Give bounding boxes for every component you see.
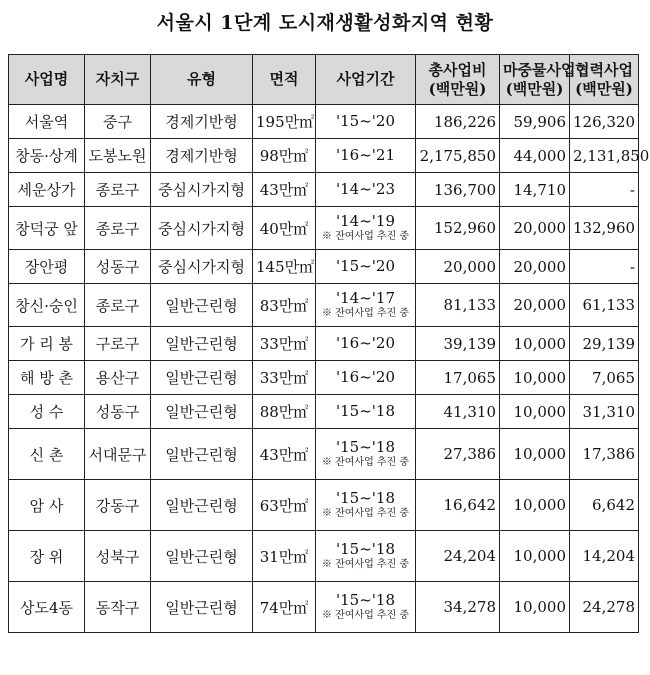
cell-partner-project: 29,139 — [570, 327, 639, 361]
cell-partner-project: 2,131,850 — [570, 139, 639, 173]
col-area-header: 면적 — [253, 55, 316, 105]
cell-type: 일반근린형 — [151, 480, 253, 531]
cell-type: 경제기반형 — [151, 139, 253, 173]
cell-district: 용산구 — [85, 361, 151, 395]
cell-district: 성동구 — [85, 250, 151, 284]
cell-project-name: 가 리 봉 — [9, 327, 85, 361]
cell-district: 중구 — [85, 105, 151, 139]
table-row — [9, 395, 639, 429]
cell-project-name: 창덕궁 앞 — [9, 207, 85, 250]
cell-type: 일반근린형 — [151, 284, 253, 327]
table-row — [9, 250, 639, 284]
col-seed-project-header: 마중물사업 (백만원) — [500, 55, 570, 105]
cell-period-note: ※ 잔여사업 추진 중 — [321, 308, 410, 319]
cell-total-cost: 17,065 — [416, 361, 500, 395]
cell-total-cost: 81,133 — [416, 284, 500, 327]
cell-type: 중심시가지형 — [151, 207, 253, 250]
table-row — [9, 173, 639, 207]
table-row — [9, 139, 639, 173]
table-row — [9, 284, 639, 327]
document-title: 서울시 1단계 도시재생활성화지역 현황 — [156, 12, 494, 34]
cell-area: 88만㎡ — [253, 395, 316, 429]
cell-area: 33만㎡ — [253, 327, 316, 361]
cell-district: 동작구 — [85, 582, 151, 633]
cell-seed-project: 10,000 — [500, 429, 570, 480]
cell-partner-project: 61,133 — [570, 284, 639, 327]
cell-period-note: ※ 잔여사업 추진 중 — [321, 559, 410, 570]
cell-type: 일반근린형 — [151, 395, 253, 429]
cell-type: 중심시가지형 — [151, 173, 253, 207]
cell-period: '15~'20 — [316, 105, 416, 139]
cell-total-cost: 39,139 — [416, 327, 500, 361]
col-district-header: 자치구 — [85, 55, 151, 105]
col-project-name-header: 사업명 — [9, 55, 85, 105]
cell-area: 145만㎡ — [253, 250, 316, 284]
cell-seed-project: 20,000 — [500, 284, 570, 327]
cell-period: '14~'17 ※ 잔여사업 추진 중 — [316, 284, 416, 327]
cell-project-name: 암 사 — [9, 480, 85, 531]
cell-seed-project: 44,000 — [500, 139, 570, 173]
table-body — [9, 105, 650, 633]
cell-type: 경제기반형 — [151, 105, 253, 139]
cell-seed-project: 10,000 — [500, 480, 570, 531]
cell-project-name: 창동·상계 — [9, 139, 85, 173]
cell-total-cost: 186,226 — [416, 105, 500, 139]
cell-seed-project: 59,906 — [500, 105, 570, 139]
cell-partner-project: 126,320 — [570, 105, 639, 139]
cell-project-name: 해 방 촌 — [9, 361, 85, 395]
cell-period-note: ※ 잔여사업 추진 중 — [321, 457, 410, 468]
table-row — [9, 207, 639, 250]
cell-total-cost: 20,000 — [416, 250, 500, 284]
cell-period: '14~'19 ※ 잔여사업 추진 중 — [316, 207, 416, 250]
cell-district: 종로구 — [85, 207, 151, 250]
cell-period: '16~'20 — [316, 361, 416, 395]
cell-period-note: ※ 잔여사업 추진 중 — [321, 610, 410, 621]
cell-type: 일반근린형 — [151, 531, 253, 582]
cell-period: '14~'23 — [316, 173, 416, 207]
table-row — [9, 582, 639, 633]
cell-project-name: 성 수 — [9, 395, 85, 429]
cell-seed-project: 20,000 — [500, 250, 570, 284]
cell-area: 43만㎡ — [253, 173, 316, 207]
cell-district: 강동구 — [85, 480, 151, 531]
table-row — [9, 429, 639, 480]
table-row — [9, 105, 639, 139]
col-type-header: 유형 — [151, 55, 253, 105]
cell-period-note: ※ 잔여사업 추진 중 — [321, 508, 410, 519]
cell-project-name: 서울역 — [9, 105, 85, 139]
cell-project-name: 창신·숭인 — [9, 284, 85, 327]
cell-district: 성북구 — [85, 531, 151, 582]
cell-area: 74만㎡ — [253, 582, 316, 633]
cell-total-cost: 16,642 — [416, 480, 500, 531]
cell-period: '16~'21 — [316, 139, 416, 173]
cell-district: 종로구 — [85, 284, 151, 327]
cell-project-name: 세운상가 — [9, 173, 85, 207]
cell-period: '15~'20 — [316, 250, 416, 284]
cell-period: '15~'18 ※ 잔여사업 추진 중 — [316, 429, 416, 480]
table-header-row — [9, 55, 639, 105]
cell-partner-project: 6,642 — [570, 480, 639, 531]
cell-district: 구로구 — [85, 327, 151, 361]
cell-district: 성동구 — [85, 395, 151, 429]
cell-partner-project: 31,310 — [570, 395, 639, 429]
cell-district: 종로구 — [85, 173, 151, 207]
cell-seed-project: 10,000 — [500, 327, 570, 361]
table-row — [9, 480, 639, 531]
cell-project-name: 장안평 — [9, 250, 85, 284]
cell-project-name: 상도4동 — [9, 582, 85, 633]
cell-seed-project: 14,710 — [500, 173, 570, 207]
cell-type: 중심시가지형 — [151, 250, 253, 284]
cell-seed-project: 10,000 — [500, 361, 570, 395]
cell-seed-project: 10,000 — [500, 531, 570, 582]
cell-project-name: 신 촌 — [9, 429, 85, 480]
cell-partner-project: 132,960 — [570, 207, 639, 250]
cell-period: '15~'18 — [316, 395, 416, 429]
cell-total-cost: 41,310 — [416, 395, 500, 429]
cell-total-cost: 136,700 — [416, 173, 500, 207]
cell-period: '15~'18 ※ 잔여사업 추진 중 — [316, 582, 416, 633]
cell-type: 일반근린형 — [151, 327, 253, 361]
cell-partner-project: - — [570, 173, 639, 207]
cell-seed-project: 10,000 — [500, 395, 570, 429]
cell-total-cost: 27,386 — [416, 429, 500, 480]
cell-area: 195만㎡ — [253, 105, 316, 139]
cell-area: 43만㎡ — [253, 429, 316, 480]
cell-period: '15~'18 ※ 잔여사업 추진 중 — [316, 531, 416, 582]
cell-period: '15~'18 ※ 잔여사업 추진 중 — [316, 480, 416, 531]
col-total-cost-header: 총사업비 (백만원) — [416, 55, 500, 105]
cell-total-cost: 152,960 — [416, 207, 500, 250]
cell-seed-project: 20,000 — [500, 207, 570, 250]
cell-area: 40만㎡ — [253, 207, 316, 250]
regeneration-area-table — [8, 54, 650, 633]
cell-type: 일반근린형 — [151, 361, 253, 395]
cell-district: 서대문구 — [85, 429, 151, 480]
cell-area: 31만㎡ — [253, 531, 316, 582]
cell-period-note: ※ 잔여사업 추진 중 — [321, 231, 410, 242]
cell-district: 도봉노원 — [85, 139, 151, 173]
cell-total-cost: 24,204 — [416, 531, 500, 582]
cell-area: 83만㎡ — [253, 284, 316, 327]
cell-area: 33만㎡ — [253, 361, 316, 395]
col-period-header: 사업기간 — [316, 55, 416, 105]
cell-total-cost: 34,278 — [416, 582, 500, 633]
table-row — [9, 361, 639, 395]
cell-project-name: 장 위 — [9, 531, 85, 582]
cell-partner-project: 14,204 — [570, 531, 639, 582]
table-row — [9, 531, 639, 582]
cell-total-cost: 2,175,850 — [416, 139, 500, 173]
cell-partner-project: 24,278 — [570, 582, 639, 633]
cell-partner-project: - — [570, 250, 639, 284]
cell-type: 일반근린형 — [151, 429, 253, 480]
cell-area: 98만㎡ — [253, 139, 316, 173]
col-partner-project-header: 협력사업 (백만원) — [570, 55, 639, 105]
cell-area: 63만㎡ — [253, 480, 316, 531]
cell-seed-project: 10,000 — [500, 582, 570, 633]
cell-type: 일반근린형 — [151, 582, 253, 633]
cell-partner-project: 7,065 — [570, 361, 639, 395]
cell-period: '16~'20 — [316, 327, 416, 361]
cell-partner-project: 17,386 — [570, 429, 639, 480]
table-row — [9, 327, 639, 361]
